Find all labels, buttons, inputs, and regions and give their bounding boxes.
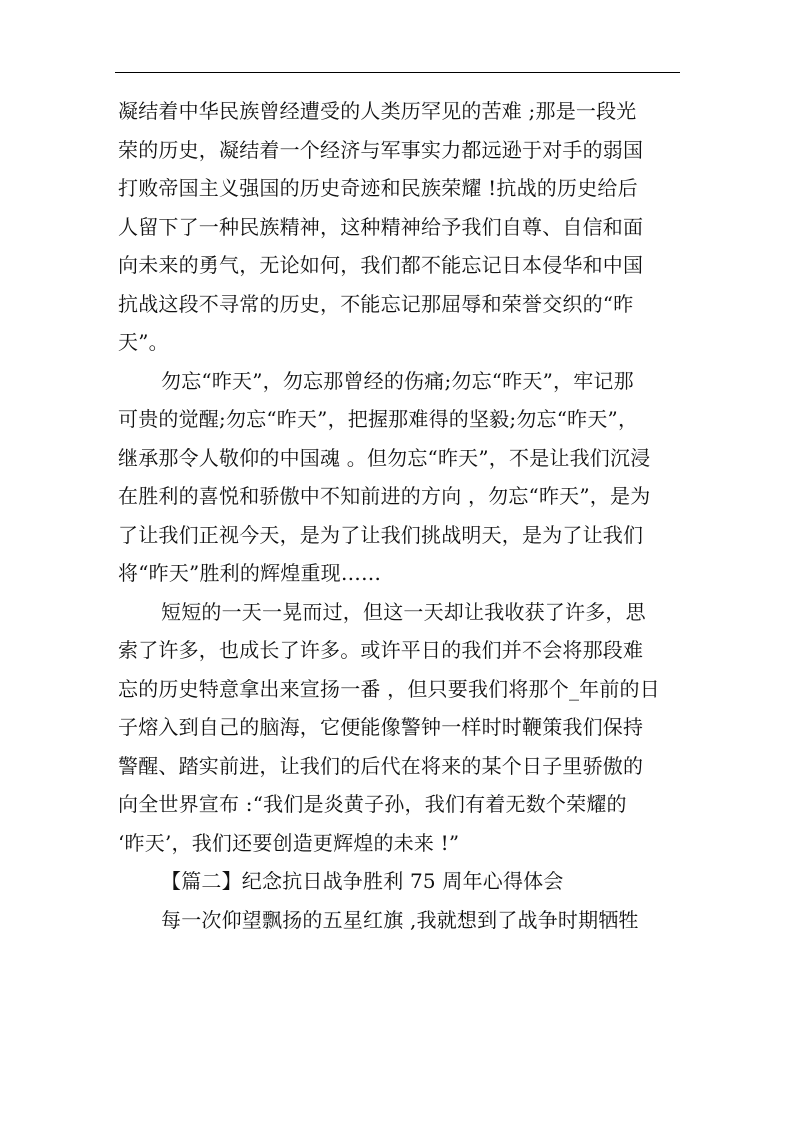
paragraph-start-line-8: 勿忘“昨天”，勿忘那曾经的伤痛;勿忘“昨天”，牢记那 bbox=[161, 368, 634, 393]
text-line-9: 可贵的觉醒;勿忘“昨天”，把握那难得的坚毅;勿忘“昨天”， bbox=[118, 407, 639, 431]
text-line-20: ‘昨天’，我们还要创造更辉煌的未来 !” bbox=[118, 830, 460, 855]
text-line-13: 将“昨天”胜利的辉煌重现…… bbox=[118, 561, 382, 585]
text-line-12: 了让我们正视今天，是为了让我们挑战明天，是为了让我们 bbox=[118, 522, 644, 547]
text-line-17: 子熔入到自己的脑海，它便能像警钟一样时时鞭策我们保持 bbox=[118, 715, 644, 739]
text-line-7: 天”。 bbox=[118, 330, 169, 354]
text-line-19: 向全世界宣布 :“我们是炎黄子孙，我们有着无数个荣耀的 bbox=[118, 792, 627, 816]
paragraph-start-line-22: 每一次仰望飘扬的五星红旗 ,我就想到了战争时期牺牲 bbox=[161, 907, 639, 932]
text-line-15: 索了许多，也成长了许多。或许平日的我们并不会将那段难 bbox=[118, 638, 644, 662]
section-heading: 【篇二】纪念抗日战争胜利 75 周年心得体会 bbox=[161, 869, 564, 893]
text-line-11: 在胜利的喜悦和骄傲中不知前进的方向 ，勿忘“昨天”，是为 bbox=[118, 484, 651, 508]
text-line-5: 向未来的勇气，无论如何，我们都不能忘记日本侵华和中国 bbox=[118, 253, 644, 277]
text-line-18: 警醒、踏实前进，让我们的后代在将来的某个日子里骄傲的 bbox=[118, 753, 644, 778]
text-line-2: 荣的历史，凝结着一个经济与军事实力都远逊于对手的弱国 bbox=[118, 137, 644, 162]
document-body bbox=[118, 92, 684, 939]
text-line-10: 继承那令人敬仰的中国魂 。但勿忘“昨天”，不是让我们沉浸 bbox=[118, 445, 651, 470]
text-line-6: 抗战这段不寻常的历史，不能忘记那屈辱和荣誉交织的“昨 bbox=[118, 291, 634, 316]
text-line-16: 忘的历史特意拿出来宣扬一番 ，但只要我们将那个_年前的日 bbox=[118, 676, 660, 701]
text-line-3: 打败帝国主义强国的历史奇迹和民族荣耀 !抗战的历史给后 bbox=[118, 176, 638, 200]
header-rule bbox=[115, 72, 680, 73]
paragraph-start-line-14: 短短的一天一晃而过，但这一天却让我收获了许多，思 bbox=[161, 599, 646, 624]
text-line-4: 人留下了一种民族精神，这种精神给予我们自尊、自信和面 bbox=[118, 214, 644, 239]
text-line-1: 凝结着中华民族曾经遭受的人类历罕见的苦难 ;那是一段光 bbox=[118, 99, 637, 123]
